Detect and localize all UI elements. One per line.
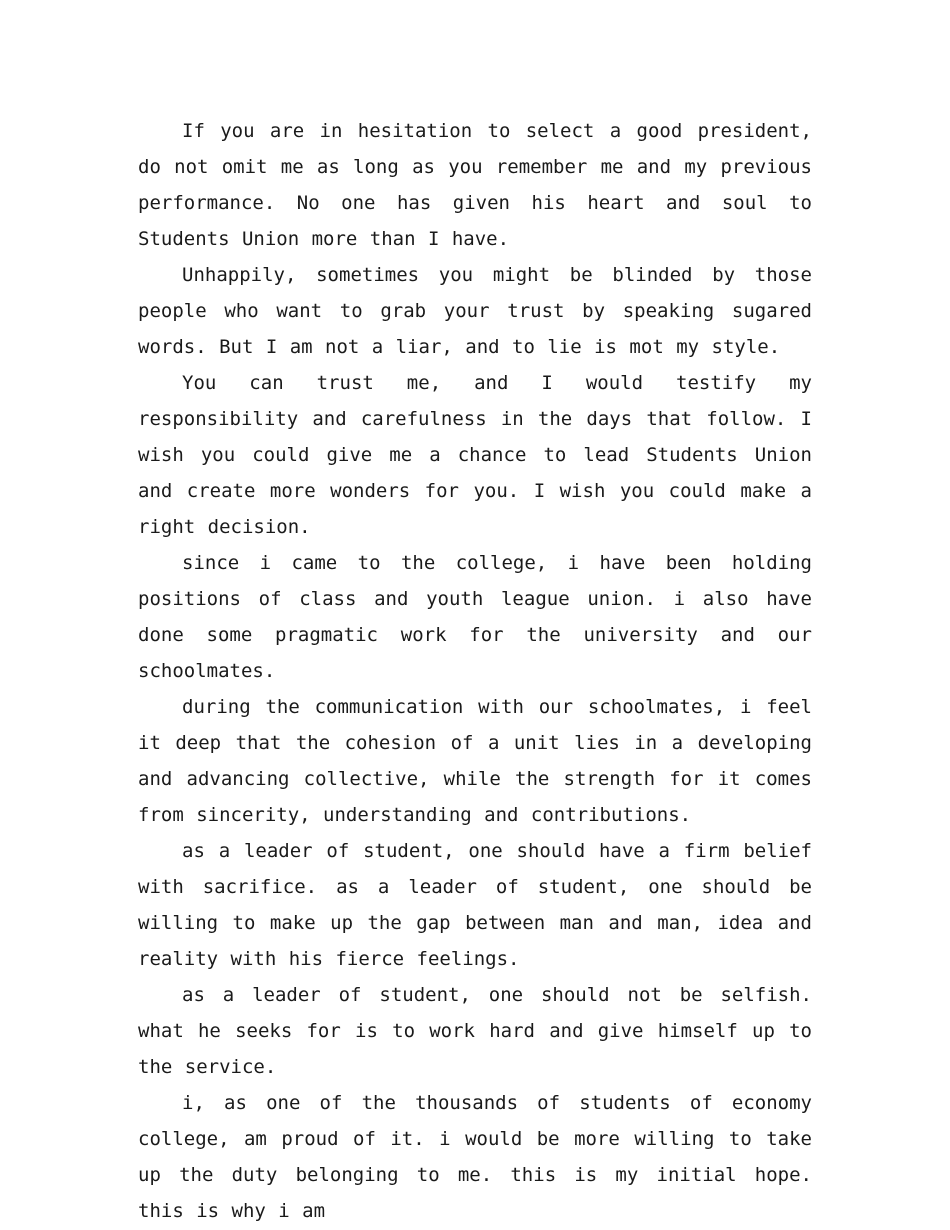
- paragraph-2: Unhappily, sometimes you might be blinded by those people who want to grab your trust by speaking sugared words. But I am not a liar, and to lie is mot my style.: [138, 264, 812, 358]
- document-body: [138, 113, 812, 1229]
- paragraph-1: If you are in hesitation to select a good president, do not omit me as long as you remember me and my previous performance. No one has given his heart and soul to Students Union more than I have.: [138, 120, 812, 250]
- paragraph-6: as a leader of student, one should have a firm belief with sacrifice. as a leader of student, one should be willing to make up the gap between man and man, idea and reality with his fierce feelings.: [138, 840, 812, 970]
- paragraph-3: You can trust me, and I would testify my responsibility and carefulness in the days that follow. I wish you could give me a chance to lead Students Union and create more wonders for you. I wish you could make a right decision.: [138, 372, 812, 538]
- paragraph-8: i, as one of the thousands of students of economy college, am proud of it. i would be more willing to take up the duty belonging to me. this is my initial hope. this is why i am: [138, 1092, 812, 1222]
- paragraph-7: as a leader of student, one should not be selfish. what he seeks for is to work hard and give himself up to the service.: [138, 984, 812, 1078]
- paragraph-4: since i came to the college, i have been holding positions of class and youth league union. i also have done some pragmatic work for the university and our schoolmates.: [138, 552, 812, 682]
- paragraph-5: during the communication with our schoolmates, i feel it deep that the cohesion of a unit lies in a developing and advancing collective, while the strength for it comes from sincerity, understanding and contributions.: [138, 696, 812, 826]
